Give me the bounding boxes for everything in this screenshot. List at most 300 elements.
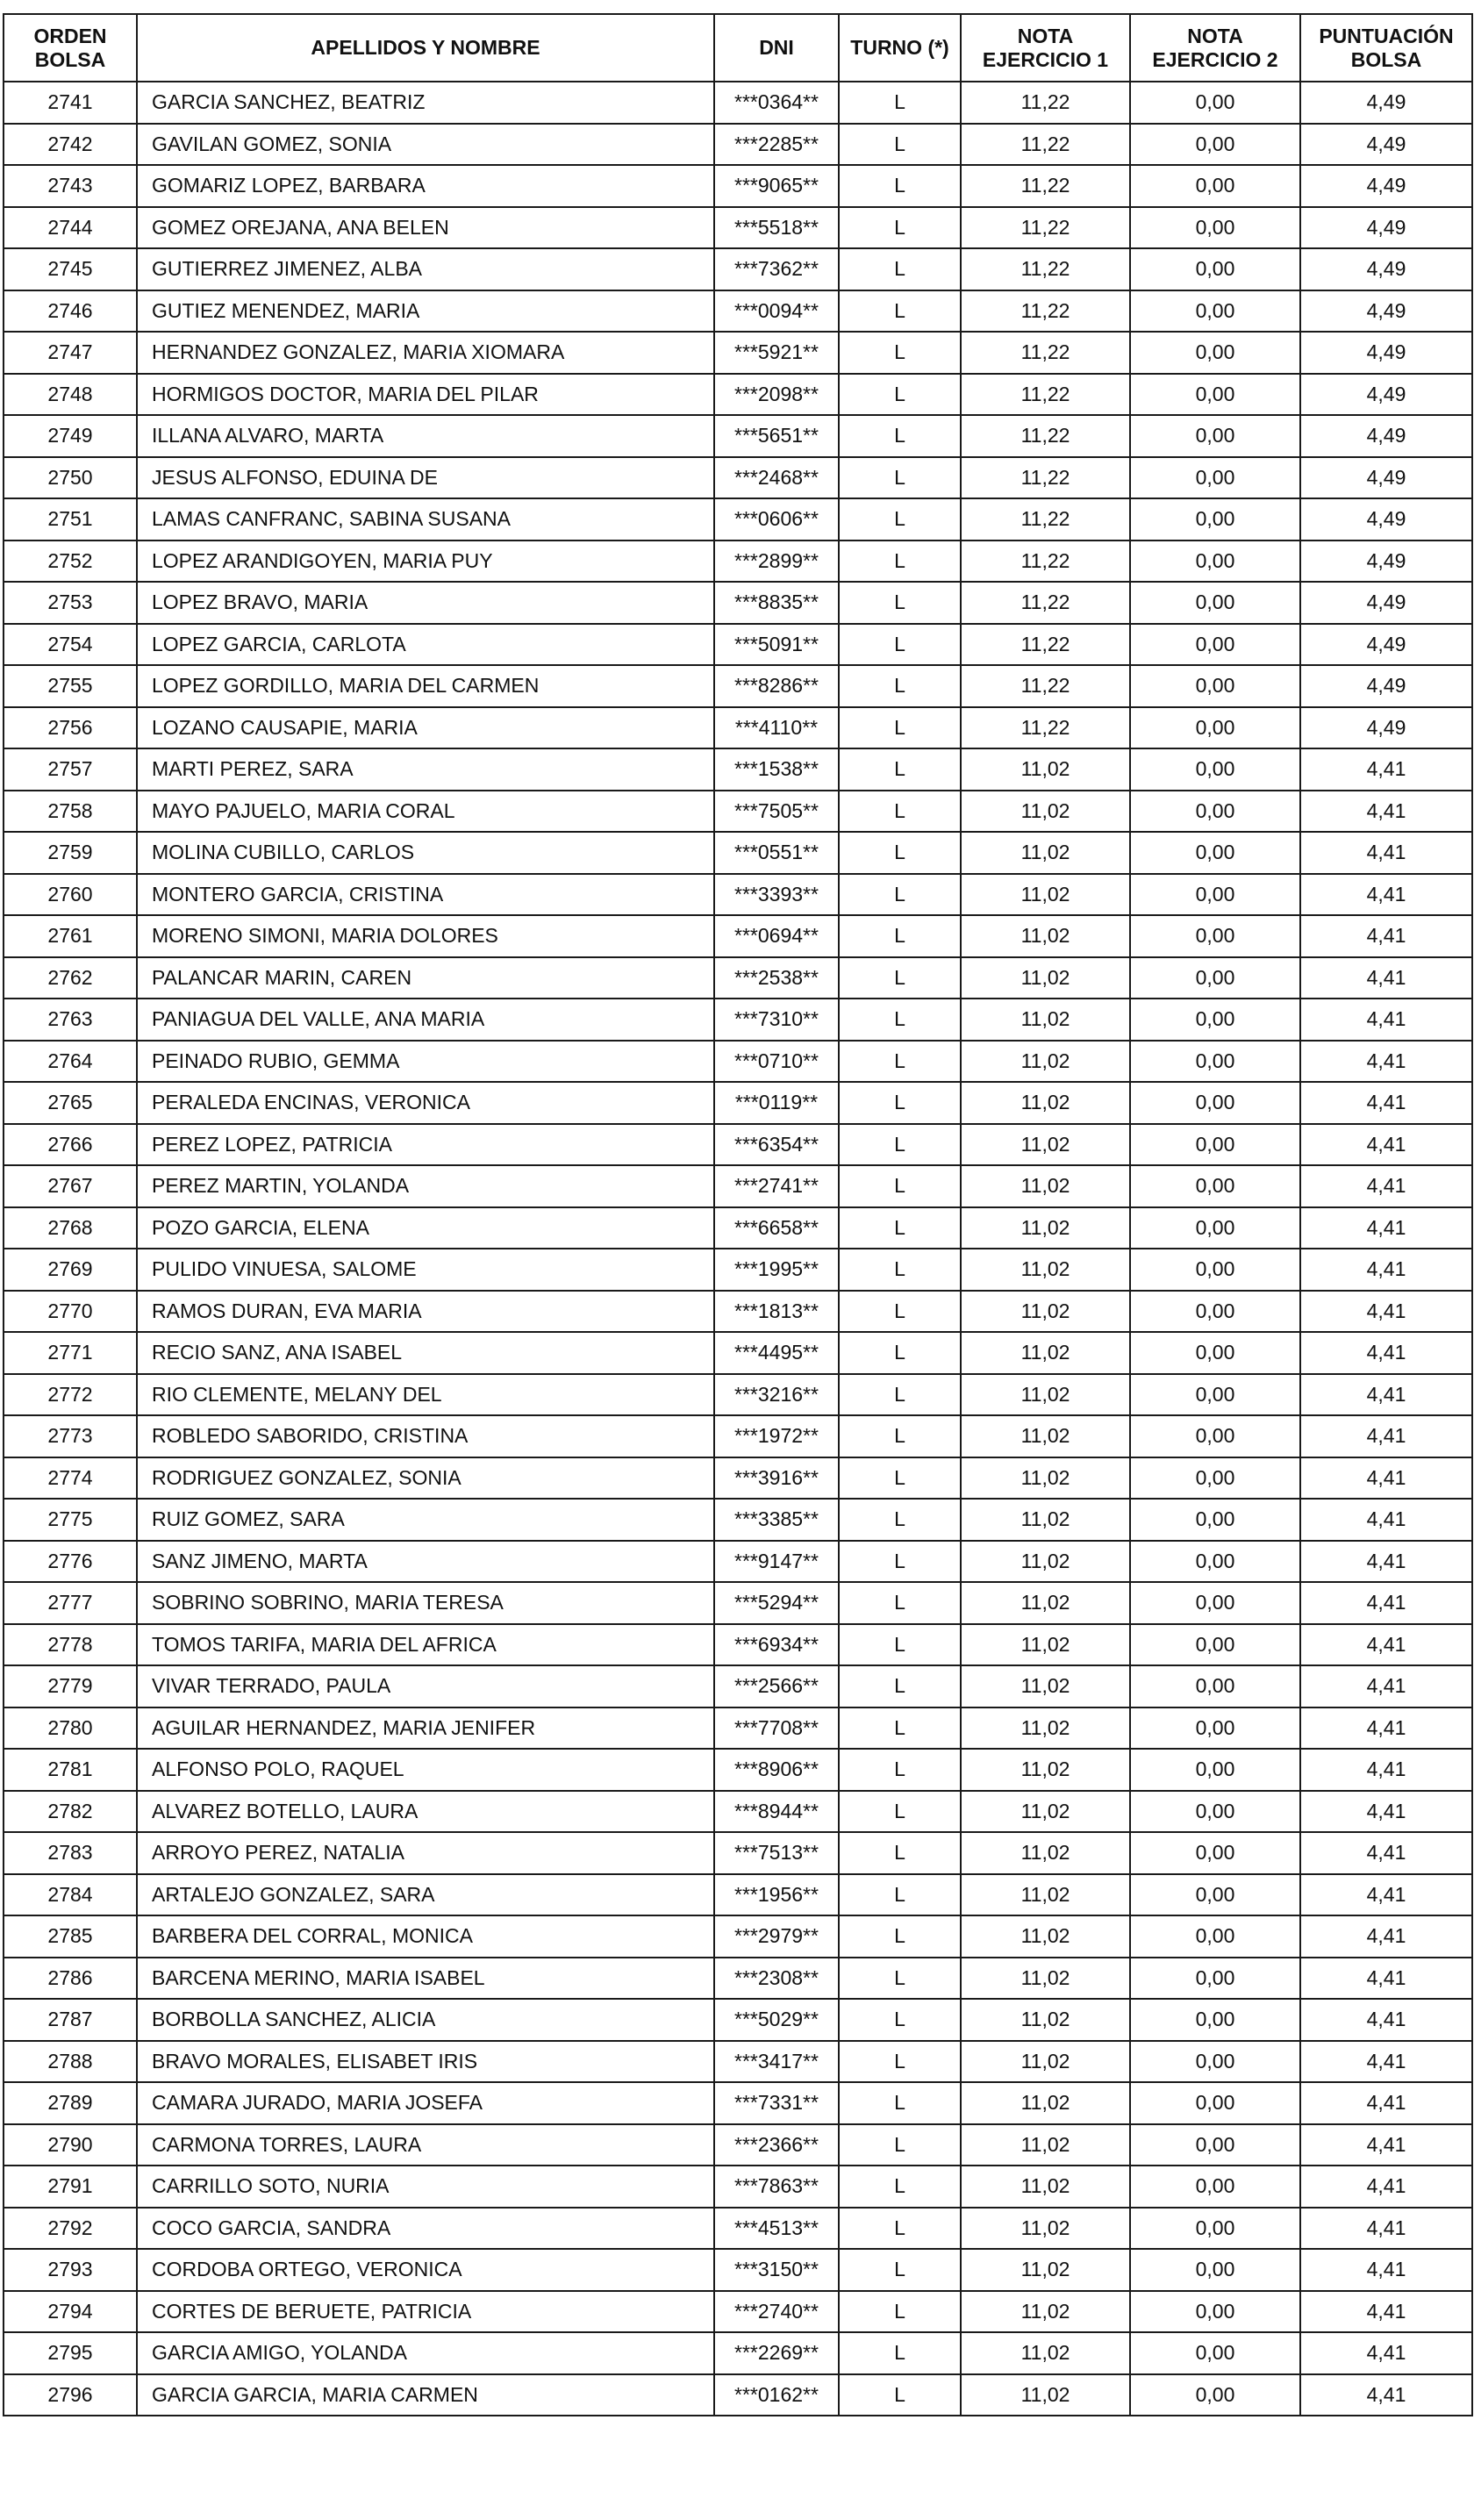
puntuacion-cell: 4,49 bbox=[1300, 332, 1472, 374]
table-row bbox=[4, 1165, 1472, 1207]
turno-cell: L bbox=[839, 1041, 961, 1083]
dni-cell: ***2308** bbox=[714, 1958, 839, 2000]
table-row bbox=[4, 1832, 1472, 1874]
table-row bbox=[4, 1541, 1472, 1583]
nota1-cell: 11,02 bbox=[961, 1541, 1130, 1583]
orden-cell: 2791 bbox=[4, 2166, 137, 2208]
puntuacion-cell: 4,41 bbox=[1300, 2332, 1472, 2374]
nota1-cell: 11,02 bbox=[961, 2291, 1130, 2333]
puntuacion-cell: 4,41 bbox=[1300, 1082, 1472, 1124]
orden-cell: 2786 bbox=[4, 1958, 137, 2000]
table-row bbox=[4, 1624, 1472, 1666]
orden-cell: 2764 bbox=[4, 1041, 137, 1083]
nota2-cell: 0,00 bbox=[1130, 748, 1300, 791]
table-row bbox=[4, 248, 1472, 290]
dni-cell: ***2098** bbox=[714, 374, 839, 416]
dni-cell: ***0710** bbox=[714, 1041, 839, 1083]
orden-cell: 2778 bbox=[4, 1624, 137, 1666]
nota2-cell: 0,00 bbox=[1130, 1374, 1300, 1416]
turno-cell: L bbox=[839, 332, 961, 374]
puntuacion-cell: 4,41 bbox=[1300, 748, 1472, 791]
orden-cell: 2789 bbox=[4, 2082, 137, 2124]
puntuacion-cell: 4,41 bbox=[1300, 1332, 1472, 1374]
dni-cell: ***4110** bbox=[714, 707, 839, 749]
orden-cell: 2769 bbox=[4, 1249, 137, 1291]
puntuacion-cell: 4,41 bbox=[1300, 1541, 1472, 1583]
name-cell: CORTES DE BERUETE, PATRICIA bbox=[137, 2291, 714, 2333]
puntuacion-cell: 4,41 bbox=[1300, 2291, 1472, 2333]
name-cell: POZO GARCIA, ELENA bbox=[137, 1207, 714, 1249]
dni-cell: ***2979** bbox=[714, 1915, 839, 1958]
name-cell: PEREZ MARTIN, YOLANDA bbox=[137, 1165, 714, 1207]
table-row bbox=[4, 1124, 1472, 1166]
nota1-cell: 11,22 bbox=[961, 582, 1130, 624]
puntuacion-cell: 4,41 bbox=[1300, 1249, 1472, 1291]
puntuacion-cell: 4,41 bbox=[1300, 832, 1472, 874]
nota2-cell: 0,00 bbox=[1130, 874, 1300, 916]
table-row bbox=[4, 2332, 1472, 2374]
puntuacion-cell: 4,41 bbox=[1300, 1915, 1472, 1958]
orden-cell: 2790 bbox=[4, 2124, 137, 2166]
name-cell: VIVAR TERRADO, PAULA bbox=[137, 1665, 714, 1707]
turno-cell: L bbox=[839, 2208, 961, 2250]
turno-cell: L bbox=[839, 1791, 961, 1833]
turno-cell: L bbox=[839, 1541, 961, 1583]
turno-cell: L bbox=[839, 1207, 961, 1249]
nota2-cell: 0,00 bbox=[1130, 1582, 1300, 1624]
orden-cell: 2771 bbox=[4, 1332, 137, 1374]
orden-cell: 2775 bbox=[4, 1499, 137, 1541]
name-cell: ALVAREZ BOTELLO, LAURA bbox=[137, 1791, 714, 1833]
table-row bbox=[4, 2208, 1472, 2250]
turno-cell: L bbox=[839, 248, 961, 290]
nota2-cell: 0,00 bbox=[1130, 1415, 1300, 1457]
nota2-cell: 0,00 bbox=[1130, 1958, 1300, 2000]
puntuacion-cell: 4,41 bbox=[1300, 1582, 1472, 1624]
table-row bbox=[4, 915, 1472, 957]
turno-cell: L bbox=[839, 124, 961, 166]
nota1-cell: 11,02 bbox=[961, 874, 1130, 916]
table-row bbox=[4, 874, 1472, 916]
puntuacion-cell: 4,41 bbox=[1300, 874, 1472, 916]
col-header-nombre: APELLIDOS Y NOMBRE bbox=[137, 14, 714, 82]
puntuacion-cell: 4,49 bbox=[1300, 207, 1472, 249]
nota1-cell: 11,22 bbox=[961, 290, 1130, 333]
name-cell: GOMARIZ LOPEZ, BARBARA bbox=[137, 165, 714, 207]
puntuacion-cell: 4,41 bbox=[1300, 1665, 1472, 1707]
orden-cell: 2760 bbox=[4, 874, 137, 916]
nota1-cell: 11,02 bbox=[961, 1665, 1130, 1707]
nota2-cell: 0,00 bbox=[1130, 457, 1300, 499]
name-cell: ARTALEJO GONZALEZ, SARA bbox=[137, 1874, 714, 1916]
dni-cell: ***2741** bbox=[714, 1165, 839, 1207]
table-row bbox=[4, 1291, 1472, 1333]
nota1-cell: 11,22 bbox=[961, 624, 1130, 666]
puntuacion-cell: 4,49 bbox=[1300, 165, 1472, 207]
puntuacion-cell: 4,41 bbox=[1300, 1832, 1472, 1874]
orden-cell: 2766 bbox=[4, 1124, 137, 1166]
turno-cell: L bbox=[839, 374, 961, 416]
col-header-turno: TURNO (*) bbox=[839, 14, 961, 82]
puntuacion-cell: 4,49 bbox=[1300, 248, 1472, 290]
table-row bbox=[4, 541, 1472, 583]
dni-cell: ***1813** bbox=[714, 1291, 839, 1333]
name-cell: GARCIA AMIGO, YOLANDA bbox=[137, 2332, 714, 2374]
puntuacion-cell: 4,41 bbox=[1300, 1624, 1472, 1666]
orden-cell: 2759 bbox=[4, 832, 137, 874]
dni-cell: ***2538** bbox=[714, 957, 839, 999]
nota1-cell: 11,22 bbox=[961, 165, 1130, 207]
nota1-cell: 11,02 bbox=[961, 2166, 1130, 2208]
dni-cell: ***4513** bbox=[714, 2208, 839, 2250]
nota1-cell: 11,02 bbox=[961, 1124, 1130, 1166]
turno-cell: L bbox=[839, 2374, 961, 2416]
puntuacion-cell: 4,49 bbox=[1300, 457, 1472, 499]
nota2-cell: 0,00 bbox=[1130, 2166, 1300, 2208]
nota2-cell: 0,00 bbox=[1130, 1874, 1300, 1916]
dni-cell: ***9147** bbox=[714, 1541, 839, 1583]
orden-cell: 2776 bbox=[4, 1541, 137, 1583]
name-cell: GOMEZ OREJANA, ANA BELEN bbox=[137, 207, 714, 249]
puntuacion-cell: 4,49 bbox=[1300, 707, 1472, 749]
puntuacion-cell: 4,41 bbox=[1300, 2374, 1472, 2416]
turno-cell: L bbox=[839, 498, 961, 541]
turno-cell: L bbox=[839, 2249, 961, 2291]
puntuacion-cell: 4,49 bbox=[1300, 498, 1472, 541]
nota1-cell: 11,02 bbox=[961, 1457, 1130, 1500]
turno-cell: L bbox=[839, 748, 961, 791]
name-cell: ALFONSO POLO, RAQUEL bbox=[137, 1749, 714, 1791]
name-cell: HORMIGOS DOCTOR, MARIA DEL PILAR bbox=[137, 374, 714, 416]
dni-cell: ***8835** bbox=[714, 582, 839, 624]
nota2-cell: 0,00 bbox=[1130, 207, 1300, 249]
orden-cell: 2780 bbox=[4, 1707, 137, 1750]
nota1-cell: 11,22 bbox=[961, 124, 1130, 166]
name-cell: LOPEZ GARCIA, CARLOTA bbox=[137, 624, 714, 666]
nota2-cell: 0,00 bbox=[1130, 1249, 1300, 1291]
nota2-cell: 0,00 bbox=[1130, 1749, 1300, 1791]
turno-cell: L bbox=[839, 1457, 961, 1500]
dni-cell: ***3916** bbox=[714, 1457, 839, 1500]
puntuacion-cell: 4,41 bbox=[1300, 1999, 1472, 2041]
nota2-cell: 0,00 bbox=[1130, 2332, 1300, 2374]
name-cell: PEINADO RUBIO, GEMMA bbox=[137, 1041, 714, 1083]
table-row bbox=[4, 374, 1472, 416]
orden-cell: 2758 bbox=[4, 791, 137, 833]
turno-cell: L bbox=[839, 1165, 961, 1207]
orden-cell: 2792 bbox=[4, 2208, 137, 2250]
nota1-cell: 11,22 bbox=[961, 207, 1130, 249]
turno-cell: L bbox=[839, 2291, 961, 2333]
nota1-cell: 11,02 bbox=[961, 832, 1130, 874]
table-row bbox=[4, 665, 1472, 707]
puntuacion-cell: 4,41 bbox=[1300, 791, 1472, 833]
nota2-cell: 0,00 bbox=[1130, 957, 1300, 999]
dni-cell: ***8944** bbox=[714, 1791, 839, 1833]
name-cell: CARMONA TORRES, LAURA bbox=[137, 2124, 714, 2166]
nota1-cell: 11,02 bbox=[961, 1791, 1130, 1833]
dni-cell: ***5518** bbox=[714, 207, 839, 249]
turno-cell: L bbox=[839, 2082, 961, 2124]
name-cell: SANZ JIMENO, MARTA bbox=[137, 1541, 714, 1583]
dni-cell: ***0162** bbox=[714, 2374, 839, 2416]
nota2-cell: 0,00 bbox=[1130, 832, 1300, 874]
nota2-cell: 0,00 bbox=[1130, 1207, 1300, 1249]
orden-cell: 2750 bbox=[4, 457, 137, 499]
puntuacion-cell: 4,41 bbox=[1300, 1207, 1472, 1249]
turno-cell: L bbox=[839, 1124, 961, 1166]
nota1-cell: 11,02 bbox=[961, 1874, 1130, 1916]
puntuacion-cell: 4,49 bbox=[1300, 374, 1472, 416]
orden-cell: 2782 bbox=[4, 1791, 137, 1833]
table-row bbox=[4, 1082, 1472, 1124]
puntuacion-cell: 4,49 bbox=[1300, 124, 1472, 166]
name-cell: GUTIERREZ JIMENEZ, ALBA bbox=[137, 248, 714, 290]
name-cell: RECIO SANZ, ANA ISABEL bbox=[137, 1332, 714, 1374]
orden-cell: 2777 bbox=[4, 1582, 137, 1624]
nota1-cell: 11,02 bbox=[961, 748, 1130, 791]
puntuacion-cell: 4,41 bbox=[1300, 1374, 1472, 1416]
nota2-cell: 0,00 bbox=[1130, 1541, 1300, 1583]
nota1-cell: 11,02 bbox=[961, 1041, 1130, 1083]
name-cell: ROBLEDO SABORIDO, CRISTINA bbox=[137, 1415, 714, 1457]
name-cell: CAMARA JURADO, MARIA JOSEFA bbox=[137, 2082, 714, 2124]
name-cell: LOPEZ GORDILLO, MARIA DEL CARMEN bbox=[137, 665, 714, 707]
turno-cell: L bbox=[839, 1291, 961, 1333]
nota2-cell: 0,00 bbox=[1130, 165, 1300, 207]
table-row bbox=[4, 1874, 1472, 1916]
table-row bbox=[4, 2041, 1472, 2083]
nota2-cell: 0,00 bbox=[1130, 1665, 1300, 1707]
puntuacion-cell: 4,41 bbox=[1300, 2249, 1472, 2291]
nota1-cell: 11,02 bbox=[961, 1624, 1130, 1666]
nota1-cell: 11,02 bbox=[961, 1582, 1130, 1624]
results-table bbox=[3, 13, 1473, 2416]
table-row bbox=[4, 957, 1472, 999]
name-cell: GAVILAN GOMEZ, SONIA bbox=[137, 124, 714, 166]
puntuacion-cell: 4,41 bbox=[1300, 1165, 1472, 1207]
name-cell: MOLINA CUBILLO, CARLOS bbox=[137, 832, 714, 874]
dni-cell: ***0606** bbox=[714, 498, 839, 541]
name-cell: MONTERO GARCIA, CRISTINA bbox=[137, 874, 714, 916]
nota2-cell: 0,00 bbox=[1130, 82, 1300, 124]
name-cell: COCO GARCIA, SANDRA bbox=[137, 2208, 714, 2250]
orden-cell: 2768 bbox=[4, 1207, 137, 1249]
dni-cell: ***4495** bbox=[714, 1332, 839, 1374]
orden-cell: 2749 bbox=[4, 415, 137, 457]
dni-cell: ***2468** bbox=[714, 457, 839, 499]
turno-cell: L bbox=[839, 541, 961, 583]
nota2-cell: 0,00 bbox=[1130, 915, 1300, 957]
puntuacion-cell: 4,41 bbox=[1300, 1291, 1472, 1333]
nota2-cell: 0,00 bbox=[1130, 2041, 1300, 2083]
orden-cell: 2756 bbox=[4, 707, 137, 749]
turno-cell: L bbox=[839, 1332, 961, 1374]
nota1-cell: 11,02 bbox=[961, 1832, 1130, 1874]
orden-cell: 2742 bbox=[4, 124, 137, 166]
table-row bbox=[4, 1249, 1472, 1291]
table-row bbox=[4, 415, 1472, 457]
name-cell: GARCIA GARCIA, MARIA CARMEN bbox=[137, 2374, 714, 2416]
nota2-cell: 0,00 bbox=[1130, 498, 1300, 541]
name-cell: GARCIA SANCHEZ, BEATRIZ bbox=[137, 82, 714, 124]
orden-cell: 2748 bbox=[4, 374, 137, 416]
orden-cell: 2757 bbox=[4, 748, 137, 791]
table-row bbox=[4, 1207, 1472, 1249]
orden-cell: 2767 bbox=[4, 1165, 137, 1207]
table-row bbox=[4, 832, 1472, 874]
nota1-cell: 11,22 bbox=[961, 82, 1130, 124]
name-cell: MORENO SIMONI, MARIA DOLORES bbox=[137, 915, 714, 957]
nota1-cell: 11,02 bbox=[961, 2332, 1130, 2374]
nota2-cell: 0,00 bbox=[1130, 999, 1300, 1041]
header-row bbox=[4, 14, 1472, 82]
dni-cell: ***7310** bbox=[714, 999, 839, 1041]
puntuacion-cell: 4,49 bbox=[1300, 665, 1472, 707]
nota1-cell: 11,02 bbox=[961, 1707, 1130, 1750]
orden-cell: 2755 bbox=[4, 665, 137, 707]
name-cell: ILLANA ALVARO, MARTA bbox=[137, 415, 714, 457]
turno-cell: L bbox=[839, 2124, 961, 2166]
puntuacion-cell: 4,49 bbox=[1300, 290, 1472, 333]
turno-cell: L bbox=[839, 1999, 961, 2041]
table-row bbox=[4, 1332, 1472, 1374]
orden-cell: 2787 bbox=[4, 1999, 137, 2041]
table-row bbox=[4, 1915, 1472, 1958]
name-cell: PALANCAR MARIN, CAREN bbox=[137, 957, 714, 999]
nota2-cell: 0,00 bbox=[1130, 2124, 1300, 2166]
dni-cell: ***1972** bbox=[714, 1415, 839, 1457]
nota2-cell: 0,00 bbox=[1130, 1499, 1300, 1541]
name-cell: ARROYO PEREZ, NATALIA bbox=[137, 1832, 714, 1874]
dni-cell: ***2740** bbox=[714, 2291, 839, 2333]
orden-cell: 2762 bbox=[4, 957, 137, 999]
dni-cell: ***9065** bbox=[714, 165, 839, 207]
turno-cell: L bbox=[839, 957, 961, 999]
table-row bbox=[4, 2166, 1472, 2208]
turno-cell: L bbox=[839, 82, 961, 124]
nota1-cell: 11,22 bbox=[961, 707, 1130, 749]
col-header-dni: DNI bbox=[714, 14, 839, 82]
name-cell: BORBOLLA SANCHEZ, ALICIA bbox=[137, 1999, 714, 2041]
orden-cell: 2745 bbox=[4, 248, 137, 290]
orden-cell: 2781 bbox=[4, 1749, 137, 1791]
orden-cell: 2751 bbox=[4, 498, 137, 541]
orden-cell: 2788 bbox=[4, 2041, 137, 2083]
table-row bbox=[4, 1749, 1472, 1791]
orden-cell: 2795 bbox=[4, 2332, 137, 2374]
dni-cell: ***3417** bbox=[714, 2041, 839, 2083]
table-row bbox=[4, 1499, 1472, 1541]
name-cell: PANIAGUA DEL VALLE, ANA MARIA bbox=[137, 999, 714, 1041]
name-cell: BARCENA MERINO, MARIA ISABEL bbox=[137, 1958, 714, 2000]
name-cell: RODRIGUEZ GONZALEZ, SONIA bbox=[137, 1457, 714, 1500]
orden-cell: 2753 bbox=[4, 582, 137, 624]
dni-cell: ***5029** bbox=[714, 1999, 839, 2041]
name-cell: AGUILAR HERNANDEZ, MARIA JENIFER bbox=[137, 1707, 714, 1750]
nota2-cell: 0,00 bbox=[1130, 374, 1300, 416]
orden-cell: 2765 bbox=[4, 1082, 137, 1124]
turno-cell: L bbox=[839, 2166, 961, 2208]
puntuacion-cell: 4,41 bbox=[1300, 1791, 1472, 1833]
col-header-orden: ORDEN BOLSA bbox=[4, 14, 137, 82]
nota2-cell: 0,00 bbox=[1130, 2082, 1300, 2124]
table-row bbox=[4, 290, 1472, 333]
dni-cell: ***6934** bbox=[714, 1624, 839, 1666]
turno-cell: L bbox=[839, 207, 961, 249]
nota1-cell: 11,02 bbox=[961, 1082, 1130, 1124]
table-row bbox=[4, 707, 1472, 749]
name-cell: RIO CLEMENTE, MELANY DEL bbox=[137, 1374, 714, 1416]
nota1-cell: 11,22 bbox=[961, 415, 1130, 457]
dni-cell: ***7863** bbox=[714, 2166, 839, 2208]
dni-cell: ***1995** bbox=[714, 1249, 839, 1291]
table-row bbox=[4, 1958, 1472, 2000]
turno-cell: L bbox=[839, 832, 961, 874]
name-cell: GUTIEZ MENENDEZ, MARIA bbox=[137, 290, 714, 333]
dni-cell: ***0119** bbox=[714, 1082, 839, 1124]
table-row bbox=[4, 791, 1472, 833]
name-cell: LOPEZ BRAVO, MARIA bbox=[137, 582, 714, 624]
name-cell: RAMOS DURAN, EVA MARIA bbox=[137, 1291, 714, 1333]
turno-cell: L bbox=[839, 665, 961, 707]
nota1-cell: 11,22 bbox=[961, 541, 1130, 583]
orden-cell: 2744 bbox=[4, 207, 137, 249]
orden-cell: 2794 bbox=[4, 2291, 137, 2333]
puntuacion-cell: 4,41 bbox=[1300, 1874, 1472, 1916]
name-cell: MAYO PAJUELO, MARIA CORAL bbox=[137, 791, 714, 833]
puntuacion-cell: 4,41 bbox=[1300, 1749, 1472, 1791]
name-cell: MARTI PEREZ, SARA bbox=[137, 748, 714, 791]
dni-cell: ***7513** bbox=[714, 1832, 839, 1874]
orden-cell: 2743 bbox=[4, 165, 137, 207]
nota2-cell: 0,00 bbox=[1130, 791, 1300, 833]
nota2-cell: 0,00 bbox=[1130, 415, 1300, 457]
nota2-cell: 0,00 bbox=[1130, 1791, 1300, 1833]
nota2-cell: 0,00 bbox=[1130, 582, 1300, 624]
name-cell: BRAVO MORALES, ELISABET IRIS bbox=[137, 2041, 714, 2083]
turno-cell: L bbox=[839, 1374, 961, 1416]
name-cell: JESUS ALFONSO, EDUINA DE bbox=[137, 457, 714, 499]
nota2-cell: 0,00 bbox=[1130, 1624, 1300, 1666]
dni-cell: ***5091** bbox=[714, 624, 839, 666]
nota2-cell: 0,00 bbox=[1130, 290, 1300, 333]
turno-cell: L bbox=[839, 415, 961, 457]
table-row bbox=[4, 1415, 1472, 1457]
name-cell: CORDOBA ORTEGO, VERONICA bbox=[137, 2249, 714, 2291]
nota2-cell: 0,00 bbox=[1130, 1915, 1300, 1958]
name-cell: LOZANO CAUSAPIE, MARIA bbox=[137, 707, 714, 749]
name-cell: PERALEDA ENCINAS, VERONICA bbox=[137, 1082, 714, 1124]
turno-cell: L bbox=[839, 791, 961, 833]
dni-cell: ***0094** bbox=[714, 290, 839, 333]
dni-cell: ***6658** bbox=[714, 1207, 839, 1249]
nota1-cell: 11,02 bbox=[961, 1915, 1130, 1958]
orden-cell: 2779 bbox=[4, 1665, 137, 1707]
name-cell: CARRILLO SOTO, NURIA bbox=[137, 2166, 714, 2208]
dni-cell: ***2366** bbox=[714, 2124, 839, 2166]
nota2-cell: 0,00 bbox=[1130, 624, 1300, 666]
dni-cell: ***8286** bbox=[714, 665, 839, 707]
turno-cell: L bbox=[839, 1082, 961, 1124]
nota1-cell: 11,22 bbox=[961, 457, 1130, 499]
dni-cell: ***2566** bbox=[714, 1665, 839, 1707]
dni-cell: ***0694** bbox=[714, 915, 839, 957]
orden-cell: 2752 bbox=[4, 541, 137, 583]
turno-cell: L bbox=[839, 1499, 961, 1541]
nota1-cell: 11,02 bbox=[961, 1291, 1130, 1333]
nota1-cell: 11,02 bbox=[961, 1415, 1130, 1457]
